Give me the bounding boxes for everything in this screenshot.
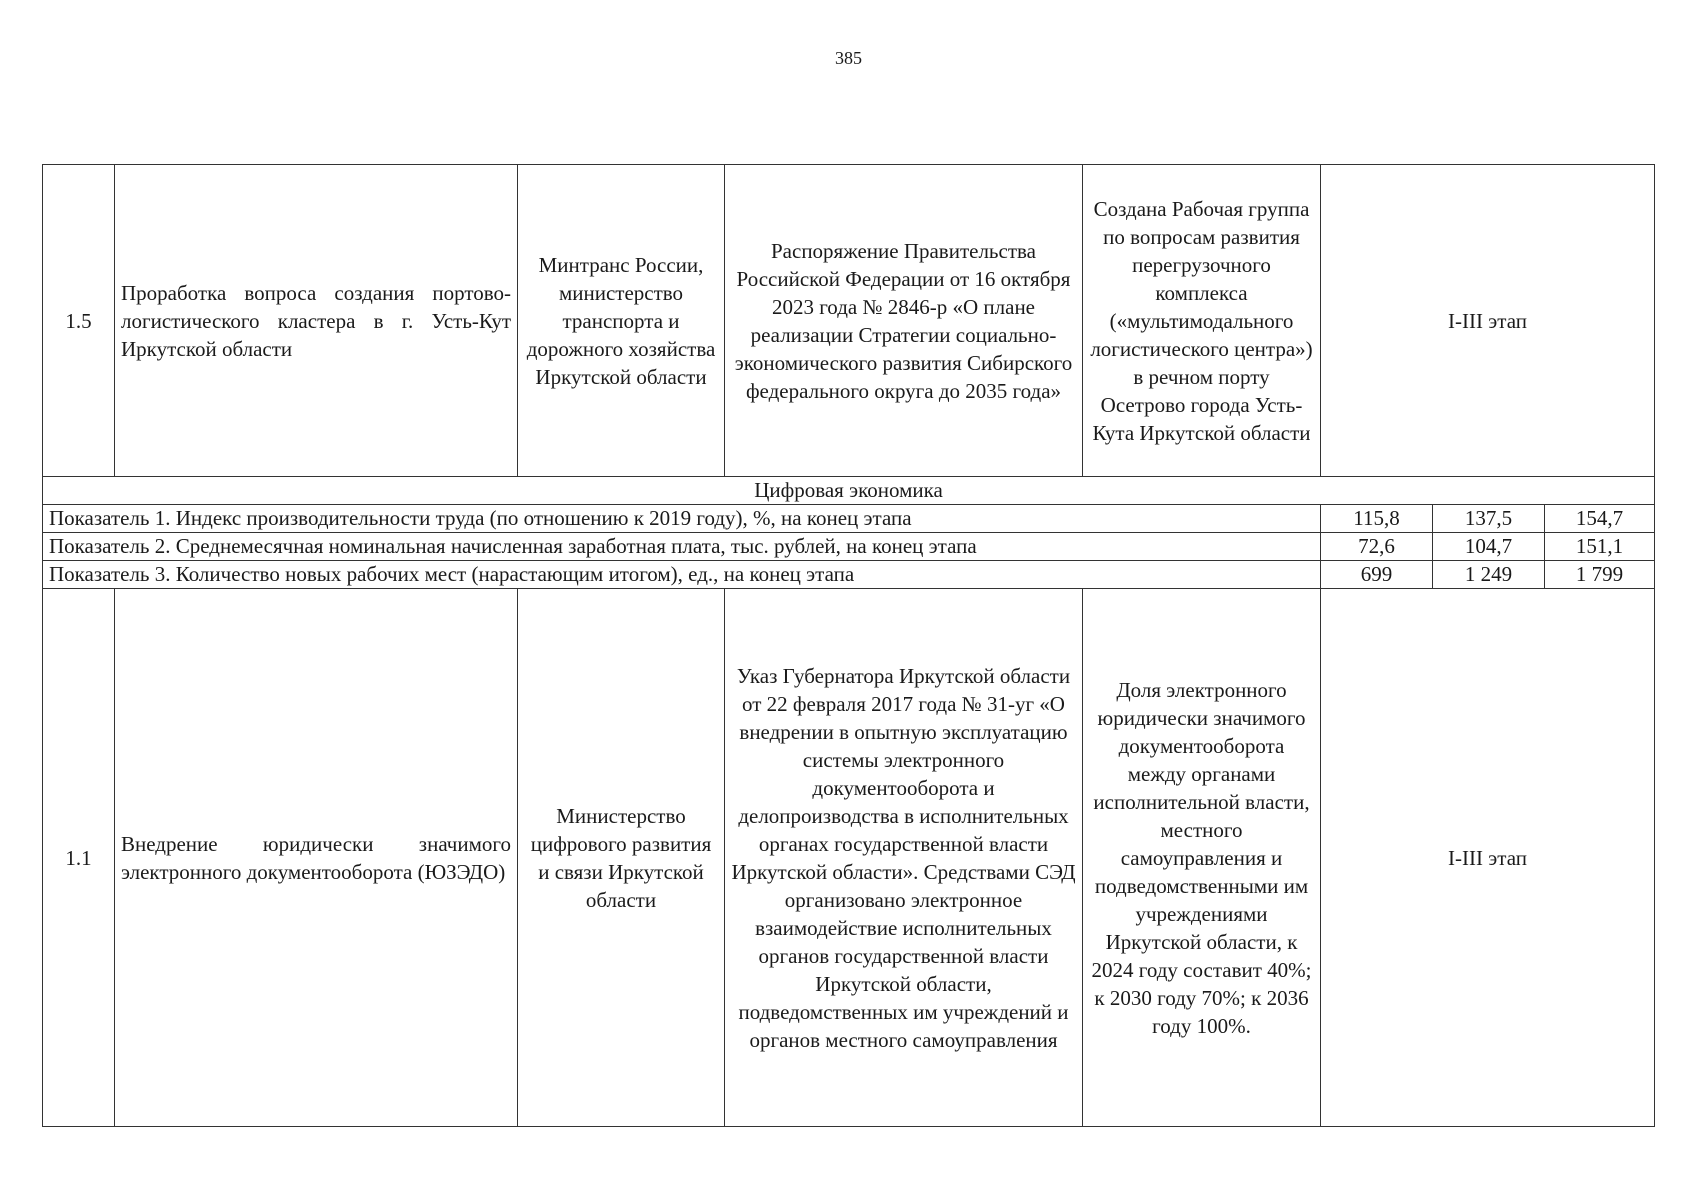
expected-result: Доля электронного юридически значимого документооборота между органами исполнительной власти, местного самоуправления и подведомственными им учреждениями Иркутской области, к 2024 году составит 40%; к 2030 году 70%; к 2036 году 100%.: [1083, 589, 1321, 1127]
indicator-row: [43, 505, 1655, 533]
implementation-stage: I-III этап: [1321, 165, 1655, 477]
indicator-value: 699: [1321, 561, 1433, 589]
row-number: 1.5: [43, 165, 115, 477]
indicator-label: Показатель 1. Индекс производительности труда (по отношению к 2019 году), %, на конец этапа: [43, 505, 1321, 533]
indicator-value: 72,6: [1321, 533, 1433, 561]
indicator-value: 104,7: [1433, 533, 1545, 561]
indicator-row: [43, 561, 1655, 589]
measures-table: [42, 164, 1655, 1127]
section-heading-row: [43, 477, 1655, 505]
expected-result: Создана Рабочая группа по вопросам развития перегрузочного комплекса («мультимодального логистического центра») в речном порту Осетрово города Усть-Кута Иркутской области: [1083, 165, 1321, 477]
responsible-executor: Минтранс России, министерство транспорта и дорожного хозяйства Иркутской области: [518, 165, 725, 477]
indicator-value: 1 799: [1545, 561, 1655, 589]
indicator-value: 1 249: [1433, 561, 1545, 589]
section-title: Цифровая экономика: [43, 477, 1655, 505]
table-row: [43, 589, 1655, 1127]
indicator-value: 137,5: [1433, 505, 1545, 533]
indicator-value: 154,7: [1545, 505, 1655, 533]
measure-title: Проработка вопроса создания портово-логистического кластера в г. Усть-Кут Иркутской области: [115, 165, 518, 477]
table-row: [43, 165, 1655, 477]
indicator-label: Показатель 2. Среднемесячная номинальная начисленная заработная плата, тыс. рублей, на конец этапа: [43, 533, 1321, 561]
responsible-executor: Министерство цифрового развития и связи Иркутской области: [518, 589, 725, 1127]
row-number: 1.1: [43, 589, 115, 1127]
legal-document: Распоряжение Правительства Российской Федерации от 16 октября 2023 года № 2846-р «О плане реализации Стратегии социально-экономического развития Сибирского федерального округа до 2035 года»: [725, 165, 1083, 477]
page-number: 385: [835, 48, 862, 68]
indicator-value: 151,1: [1545, 533, 1655, 561]
indicator-label: Показатель 3. Количество новых рабочих мест (нарастающим итогом), ед., на конец этапа: [43, 561, 1321, 589]
legal-document: Указ Губернатора Иркутской области от 22 февраля 2017 года № 31-уг «О внедрении в опытную эксплуатацию системы электронного документооборота и делопроизводства в исполнительных органах государственной власти Иркутской области». Средствами СЭД организовано электронное взаимодействие исполнительных органов государственной власти Иркутской области, подведомственных им учреждений и органов местного самоуправления: [725, 589, 1083, 1127]
indicator-row: [43, 533, 1655, 561]
indicator-value: 115,8: [1321, 505, 1433, 533]
measure-title: Внедрение юридически значимого электронного документооборота (ЮЗЭДО): [115, 589, 518, 1127]
implementation-stage: I-III этап: [1321, 589, 1655, 1127]
